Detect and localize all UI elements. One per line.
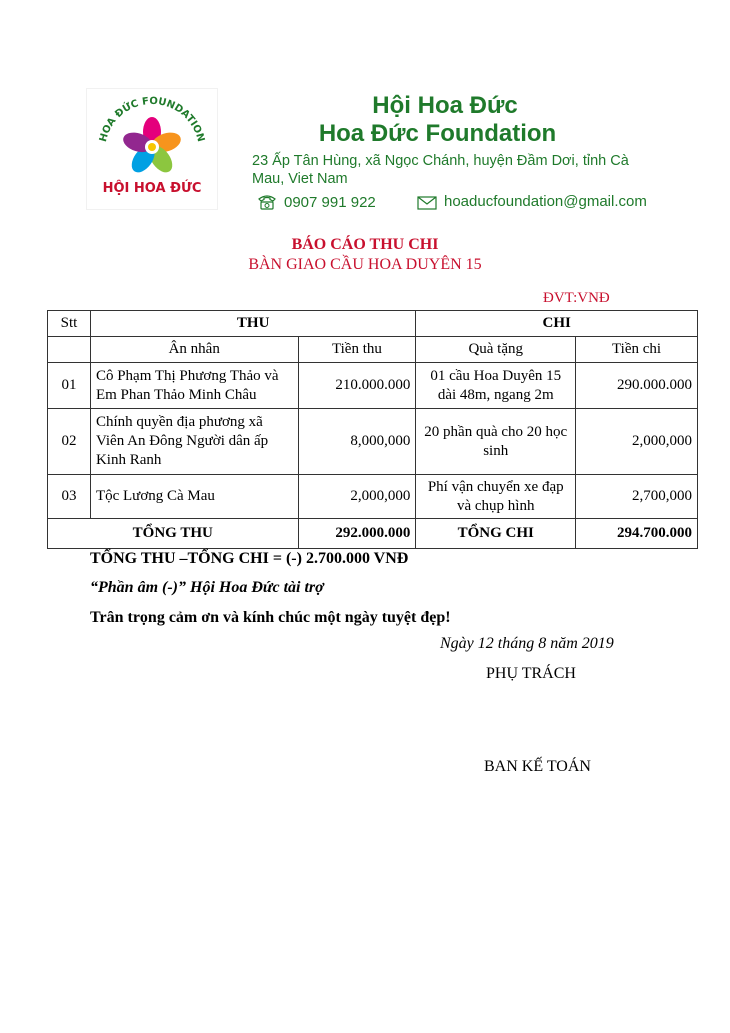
total-expense-label: TỔNG CHI xyxy=(416,519,576,549)
row-income: 2,000,000 xyxy=(298,475,416,519)
header-income: Tiền thu xyxy=(298,337,416,363)
totals-row xyxy=(48,519,698,549)
row-expense: 2,700,000 xyxy=(576,475,698,519)
logo-name: HỘI HOA ĐỨC xyxy=(102,181,202,196)
telephone-icon xyxy=(257,194,277,214)
table-row xyxy=(48,363,698,409)
row-stt: 02 xyxy=(48,409,91,475)
header-thu: THU xyxy=(90,311,415,337)
total-expense-value: 294.700.000 xyxy=(576,519,698,549)
row-expense: 2,000,000 xyxy=(576,409,698,475)
phone-number: 0907 991 922 xyxy=(284,194,376,211)
report-subtitle: BÀN GIAO CẦU HOA DUYÊN 15 xyxy=(248,256,482,273)
report-title: BÁO CÁO THU CHI xyxy=(291,236,439,253)
row-benefactor: Tộc Lương Cà Mau xyxy=(90,475,298,519)
org-contact xyxy=(240,192,647,214)
org-address: 23 Ấp Tân Hùng, xã Ngọc Chánh, huyện Đầm Dơi, tỉnh Cà Mau, Viet Nam xyxy=(252,153,629,187)
signer-in-charge: PHỤ TRÁCH xyxy=(486,665,576,682)
email-address: hoaducfoundation@gmail.com xyxy=(444,193,647,210)
envelope-icon xyxy=(417,196,437,214)
currency-unit: ĐVT:VNĐ xyxy=(543,290,610,306)
table-row xyxy=(48,475,698,519)
total-income-label: TỔNG THU xyxy=(48,519,299,549)
row-stt: 03 xyxy=(48,475,91,519)
group-header-row xyxy=(48,311,698,337)
org-name-vi: Hội Hoa Đức xyxy=(372,92,518,119)
report-date: Ngày 12 tháng 8 năm 2019 xyxy=(440,635,614,652)
org-name-en: Hoa Đức Foundation xyxy=(318,120,557,147)
logo-arc-text: HOA ĐỨC FOUNDATION xyxy=(97,95,207,144)
row-benefactor: Chính quyền địa phương xã Viên An Đông Người dân ấp Kinh Ranh xyxy=(90,409,298,475)
foundation-logo xyxy=(86,88,218,210)
organization-header xyxy=(240,92,647,214)
header-chi: CHI xyxy=(416,311,698,337)
header-gift: Quà tặng xyxy=(416,337,576,363)
total-income-value: 292.000.000 xyxy=(298,519,416,549)
row-gift: Phí vận chuyển xe đạp và chụp hình xyxy=(416,475,576,519)
row-benefactor: Cô Phạm Thị Phương Thảo và Em Phan Thảo Minh Châu xyxy=(90,363,298,409)
row-stt: 01 xyxy=(48,363,91,409)
header-stt: Stt xyxy=(48,311,91,337)
header-expense: Tiền chi xyxy=(576,337,698,363)
row-gift: 01 cầu Hoa Duyên 15 dài 48m, ngang 2m xyxy=(416,363,576,409)
column-header-row xyxy=(48,337,698,363)
row-expense: 290.000.000 xyxy=(576,363,698,409)
flower-logo-icon xyxy=(87,89,217,181)
thanks-message: Trân trọng cảm ơn và kính chúc một ngày tuyệt đẹp! xyxy=(90,609,451,626)
income-expense-table xyxy=(47,310,698,549)
header-benefactor: Ân nhân xyxy=(90,337,298,363)
row-gift: 20 phần quà cho 20 học sinh xyxy=(416,409,576,475)
row-income: 8,000,000 xyxy=(298,409,416,475)
row-income: 210.000.000 xyxy=(298,363,416,409)
signer-accounting: BAN KẾ TOÁN xyxy=(484,758,591,775)
table-row xyxy=(48,409,698,475)
balance-summary: TỔNG THU –TỔNG CHI = (-) 2.700.000 VNĐ xyxy=(90,550,409,567)
sponsor-note: “Phần âm (-)” Hội Hoa Đức tài trợ xyxy=(90,579,324,596)
header-empty-cell xyxy=(48,337,91,363)
